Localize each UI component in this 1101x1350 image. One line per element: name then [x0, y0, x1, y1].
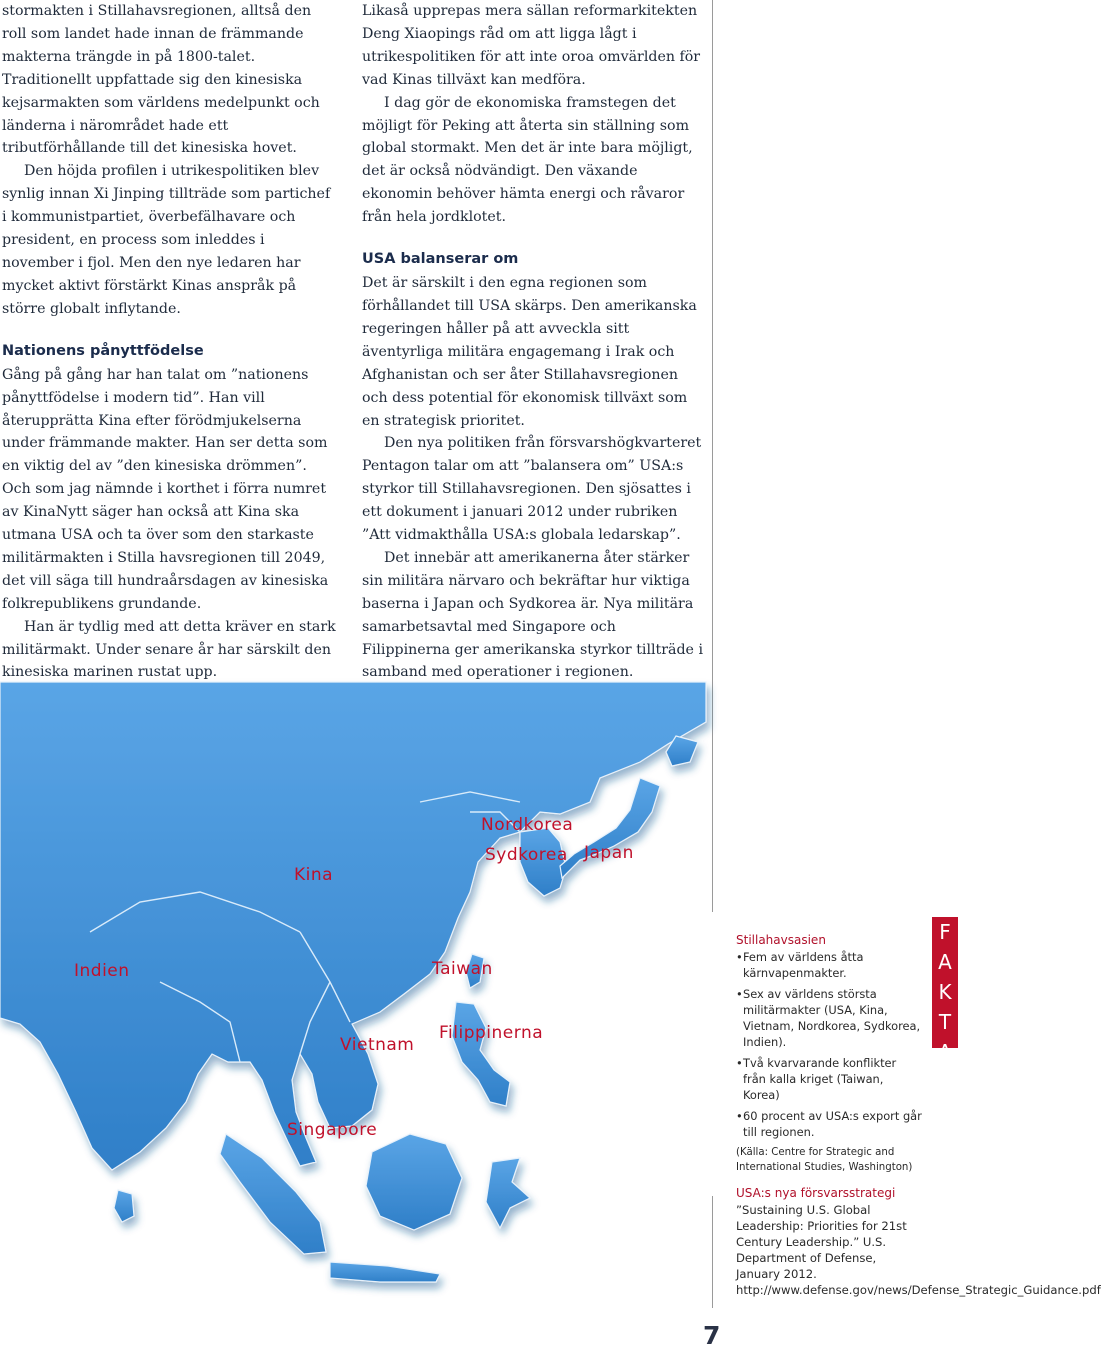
sulawesi-island — [486, 1158, 530, 1228]
fakta-item: • Två kvarvarande konflikter från kalla kriget (Taiwan, Korea) — [736, 1055, 922, 1103]
paragraph: Likaså upprepas mera sällan reformarkitekten Deng Xiaopings råd om att ligga lågt i utrikespolitiken för att inte oroa omvärlden för vad Kinas tillväxt kan medföra. — [362, 3, 701, 88]
fakta-item: • Fem av världens åtta kärnvapenmakter. — [736, 949, 922, 981]
borneo-island — [366, 1134, 462, 1230]
article-column-right — [362, 0, 704, 730]
fakta-letter: F — [939, 920, 951, 944]
section-heading: Nationens pånyttfödelse — [2, 342, 204, 359]
column-divider — [712, 0, 713, 912]
fakta-letter: K — [938, 980, 952, 1004]
label-japan: Japan — [584, 843, 634, 863]
fakta-source: (Källa: Centre for Strategic and International Studies, Washington) — [736, 1147, 913, 1173]
strategy-text: ”Sustaining U.S. Global Leadership: Priorities for 21st Century Leadership.” U.S. Department of Defense, January 2012. http://www.defense.gov/news/Defense_Strategic_Guidance.pdf — [736, 1203, 1101, 1297]
label-sydkorea: Sydkorea — [485, 845, 568, 865]
paragraph: Den nya politiken från försvarshögkvarteret Pentagon talar om att ”balansera om” USA:s styrkor till Stillahavsregionen. Den sjösattes i ett dokument i januari 2012 under rubriken ”Att vidmakthålla USA:s globala ledarskap”. — [362, 435, 702, 544]
paragraph: Gång på gång har han talat om ”nationens pånyttfödelse i modern tid”. Han vill återupprätta Kina efter förödmjukelserna under främmande makter. Han ser detta som en viktig del av ”den kinesiska drömmen”. Och som jag nämnde i korthet i förra numret av KinaNytt säger han också att Kina ska utmana USA och ta över som den starkaste militärmakten i Stilla havsregionen till 2049, det vill säga till hundraårsdagen av kinesiska folkrepublikens grundande. — [2, 366, 329, 612]
fakta-letter: T — [938, 1010, 952, 1034]
fakta-letter: A — [938, 950, 952, 974]
column-divider — [712, 1196, 713, 1308]
fakta-sidebar-label — [932, 917, 958, 1064]
fakta-box — [736, 932, 1101, 1298]
label-taiwan: Taiwan — [432, 959, 493, 979]
paragraph: stormakten i Stillahavsregionen, alltså den roll som landet hade innan de främmande makterna trängde in på 1800-talet. Traditionellt uppfattade sig den kinesiska kejsarmakten som världens medelpunkt och länderna i närområdet hade ett tributförhållande till det kinesiska hovet. — [2, 3, 320, 157]
label-filippinerna: Filippinerna — [439, 1023, 544, 1043]
label-vietnam: Vietnam — [340, 1035, 415, 1055]
paragraph: Det innebär att amerikanerna åter stärker sin militära närvaro och bekräftar hur viktiga baserna i Japan och Sydkorea är. Nya militära samarbetsavtal med Singapore och Filippinerna ger amerikanska styrkor tillträde i samband med operationer i regionen. — [362, 549, 704, 681]
mainland-asia — [0, 682, 706, 1170]
fakta-item: • Sex av världens största militärmakter (USA, Kina, Vietnam, Nordkorea, Sydkorea, Indien). — [736, 986, 922, 1050]
paragraph: Han är tydlig med att detta kräver en stark militärmakt. Under senare år har särskilt den kinesiska marinen rustat upp. — [2, 618, 336, 681]
fakta-title: Stillahavsasien — [736, 933, 826, 947]
paragraph: Den höjda profilen i utrikespolitiken blev synlig innan Xi Jinping tillträde som partichef i kommunistpartiet, överbefälhavare och president, en process som inleddes i november i fjol. Men den nye ledaren har mycket aktivt förstärkt Kinas anspråk på större globalt inflytande. — [2, 163, 331, 317]
label-nordkorea: Nordkorea — [481, 815, 574, 835]
sri-lanka-island — [114, 1190, 134, 1222]
paragraph: I dag gör de ekonomiska framstegen det möjligt för Peking att återta sin ställning som global stormakt. Men det är inte bara möjligt, det är också nödvändigt. Den växande ekonomin behöver hämta energi och råvaror från hela jordklotet. — [362, 94, 693, 226]
label-kina: Kina — [294, 865, 334, 885]
fakta-list — [736, 949, 922, 1140]
section-heading: USA balanserar om — [362, 251, 519, 268]
label-singapore: Singapore — [287, 1120, 378, 1140]
asia-pacific-map — [0, 682, 706, 1282]
paragraph: Det är särskilt i den egna regionen som förhållandet till USA skärps. Den amerikanska regeringen håller på att avveckla sitt äventyrliga militära engagemang i Irak och Afghanistan och ser åter Stillahavsregionen och dess potential för ekonomisk tillväxt som en strategisk prioritet. — [362, 275, 697, 429]
fakta-letter: A — [938, 1040, 952, 1064]
fakta-item: • 60 procent av USA:s export går till regionen. — [736, 1108, 922, 1140]
java-island — [330, 1262, 440, 1282]
philippines-islands — [452, 1002, 510, 1106]
article-column-left — [2, 0, 338, 730]
strategy-title: USA:s nya försvarsstrategi — [736, 1186, 896, 1200]
label-indien: Indien — [74, 961, 130, 981]
page-number: 7 — [703, 1321, 721, 1350]
